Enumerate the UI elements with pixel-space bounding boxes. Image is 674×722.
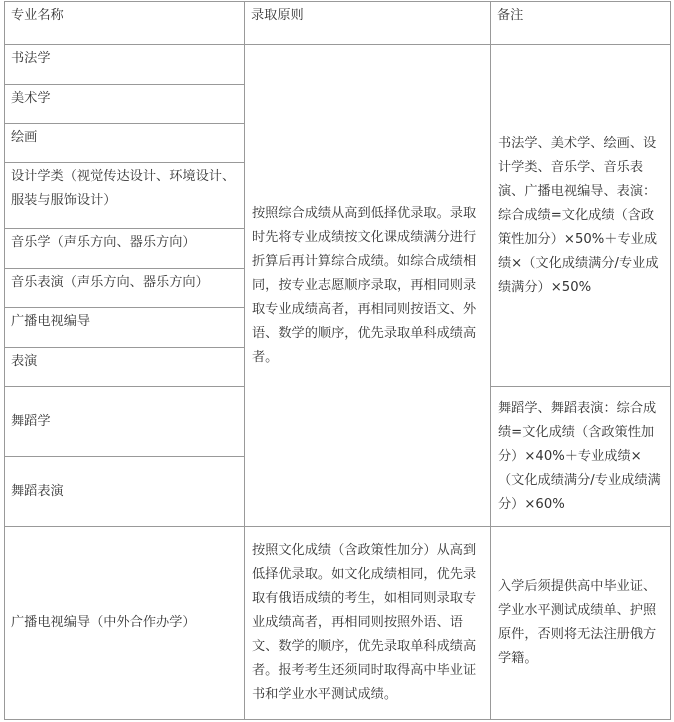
coop-principle: 按照文化成绩（含政策性加分）从高到低择优录取。如文化成绩相同，优先录取有俄语成绩的考生，如相同则录取专业成绩高者，再相同则按照外语、语文、数学的顺序，优先录取单科成绩高者。报考考生还须同时取得高中毕业证书和学业水平测试成绩。 (245, 527, 491, 720)
remark-general: 书法学、美术学、绘画、设计学类、音乐学、音乐表演、广播电视编导、表演：综合成绩=文化成绩（含政策性加分）×50%＋专业成绩×（文化成绩满分/专业成绩满分）×50% (491, 45, 671, 387)
header-row (5, 2, 671, 45)
major-cell: 舞蹈学 (5, 387, 245, 457)
principle-main: 按照综合成绩从高到低择优录取。录取时先将专业成绩按文化课成绩满分进行折算后再计算综合成绩。如综合成绩相同，按专业志愿顺序录取，再相同则录取专业成绩高者，再相同则按语文、外语、数学的顺序，优先录取单科成绩高者。 (245, 45, 491, 527)
major-cell: 音乐表演（声乐方向、器乐方向） (5, 269, 245, 308)
major-cell: 设计学类（视觉传达设计、环境设计、服装与服饰设计） (5, 163, 245, 229)
major-cell: 表演 (5, 348, 245, 387)
major-cell: 舞蹈表演 (5, 457, 245, 527)
header-principle: 录取原则 (245, 2, 491, 45)
table-row (5, 527, 671, 720)
coop-major-cell: 广播电视编导（中外合作办学） (5, 527, 245, 720)
header-major: 专业名称 (5, 2, 245, 45)
remark-dance: 舞蹈学、舞蹈表演：综合成绩=文化成绩（含政策性加分）×40%＋专业成绩×（文化成绩满分/专业成绩满分）×60% (491, 387, 671, 527)
major-cell: 美术学 (5, 85, 245, 124)
major-cell: 音乐学（声乐方向、器乐方向） (5, 229, 245, 269)
major-cell: 绘画 (5, 124, 245, 163)
major-cell: 书法学 (5, 45, 245, 85)
coop-remark: 入学后须提供高中毕业证、学业水平测试成绩单、护照原件，否则将无法注册俄方学籍。 (491, 527, 671, 720)
header-remarks: 备注 (491, 2, 671, 45)
major-cell: 广播电视编导 (5, 308, 245, 348)
table-row (5, 45, 671, 85)
admission-table (4, 1, 671, 720)
